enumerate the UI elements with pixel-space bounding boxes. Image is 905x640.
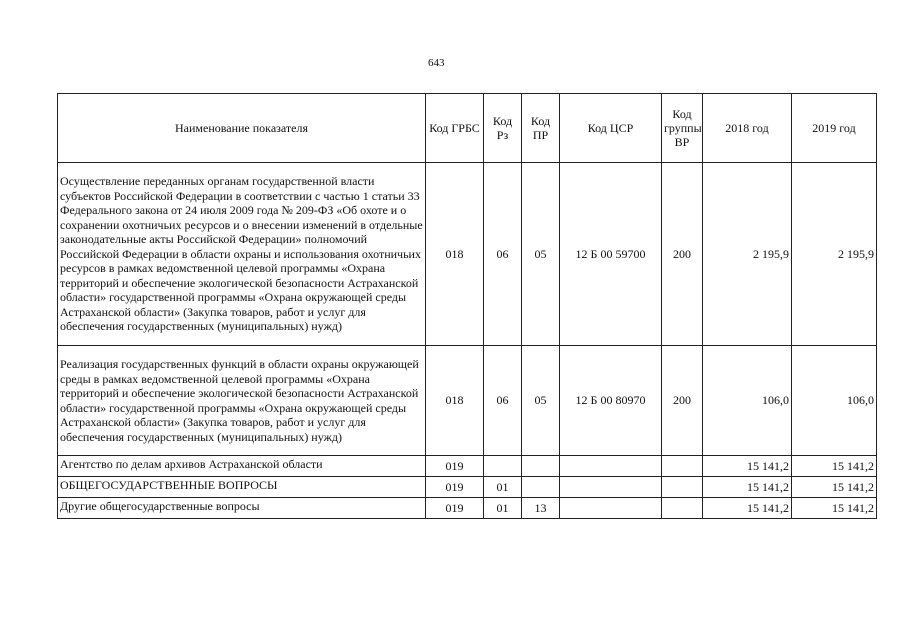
- row-rz: 01: [484, 498, 522, 519]
- row-vr: [662, 498, 703, 519]
- row-grbs: 018: [426, 163, 484, 346]
- budget-table: [57, 93, 877, 519]
- row-name: Другие общегосударственные вопросы: [58, 498, 426, 519]
- row-2019: 15 141,2: [792, 477, 877, 498]
- row-vr: 200: [662, 346, 703, 456]
- row-csr: 12 Б 00 80970: [560, 346, 662, 456]
- row-name: Осуществление переданных органам государственной власти субъектов Российской Федерации в соответствии с частью 1 статьи 33 Федерального закона от 24 июля 2009 года № 209-ФЗ «Об охоте и о сохранении охотничьих ресурсов и о внесении изменений в отдельные законодательные акты Российской Федерации» полномочий Российской Федерации в области охраны и использования охотничьих ресурсов в рамках ведомственной целевой программы «Охрана территорий и обеспечение экологической безопасности Астраханской области» государственной программы «Охрана окружающей среды Астраханской области» (Закупка товаров, работ и услуг для обеспечения государственных (муниципальных) нужд): [58, 163, 426, 346]
- table-row: [58, 477, 877, 498]
- row-grbs: 019: [426, 456, 484, 477]
- row-pr: 05: [522, 346, 560, 456]
- row-pr: 05: [522, 163, 560, 346]
- row-csr: [560, 456, 662, 477]
- table-row: [58, 163, 877, 346]
- row-2019: 15 141,2: [792, 498, 877, 519]
- table-row: [58, 498, 877, 519]
- table-row: [58, 346, 877, 456]
- row-grbs: 019: [426, 498, 484, 519]
- table-header-row: [58, 94, 877, 163]
- row-2018: 15 141,2: [703, 498, 792, 519]
- header-2019: 2019 год: [792, 94, 877, 163]
- row-name: Агентство по делам архивов Астраханской области: [58, 456, 426, 477]
- header-name: Наименование показателя: [58, 94, 426, 163]
- row-2018: 106,0: [703, 346, 792, 456]
- row-vr: [662, 456, 703, 477]
- row-rz: [484, 456, 522, 477]
- row-grbs: 019: [426, 477, 484, 498]
- row-pr: 13: [522, 498, 560, 519]
- header-pr: Код ПР: [522, 94, 560, 163]
- row-pr: [522, 456, 560, 477]
- row-rz: 06: [484, 163, 522, 346]
- header-rz: Код Рз: [484, 94, 522, 163]
- header-2018: 2018 год: [703, 94, 792, 163]
- row-rz: 01: [484, 477, 522, 498]
- header-grbs: Код ГРБС: [426, 94, 484, 163]
- row-2019: 2 195,9: [792, 163, 877, 346]
- row-2018: 15 141,2: [703, 456, 792, 477]
- row-name: ОБЩЕГОСУДАРСТВЕННЫЕ ВОПРОСЫ: [58, 477, 426, 498]
- header-vr: Код группы ВР: [662, 94, 703, 163]
- row-2018: 15 141,2: [703, 477, 792, 498]
- header-csr: Код ЦСР: [560, 94, 662, 163]
- row-name: Реализация государственных функций в области охраны окружающей среды в рамках ведомственной целевой программы «Охрана территорий и обеспечение экологической безопасности Астраханской области» государственной программы «Охрана окружающей среды Астраханской области» (Закупка товаров, работ и услуг для обеспечения государственных (муниципальных) нужд): [58, 346, 426, 456]
- row-2018: 2 195,9: [703, 163, 792, 346]
- row-pr: [522, 477, 560, 498]
- row-csr: [560, 498, 662, 519]
- row-grbs: 018: [426, 346, 484, 456]
- row-csr: 12 Б 00 59700: [560, 163, 662, 346]
- row-rz: 06: [484, 346, 522, 456]
- row-vr: [662, 477, 703, 498]
- row-vr: 200: [662, 163, 703, 346]
- row-2019: 15 141,2: [792, 456, 877, 477]
- row-csr: [560, 477, 662, 498]
- table-row: [58, 456, 877, 477]
- page-number: 643: [428, 57, 445, 69]
- row-2019: 106,0: [792, 346, 877, 456]
